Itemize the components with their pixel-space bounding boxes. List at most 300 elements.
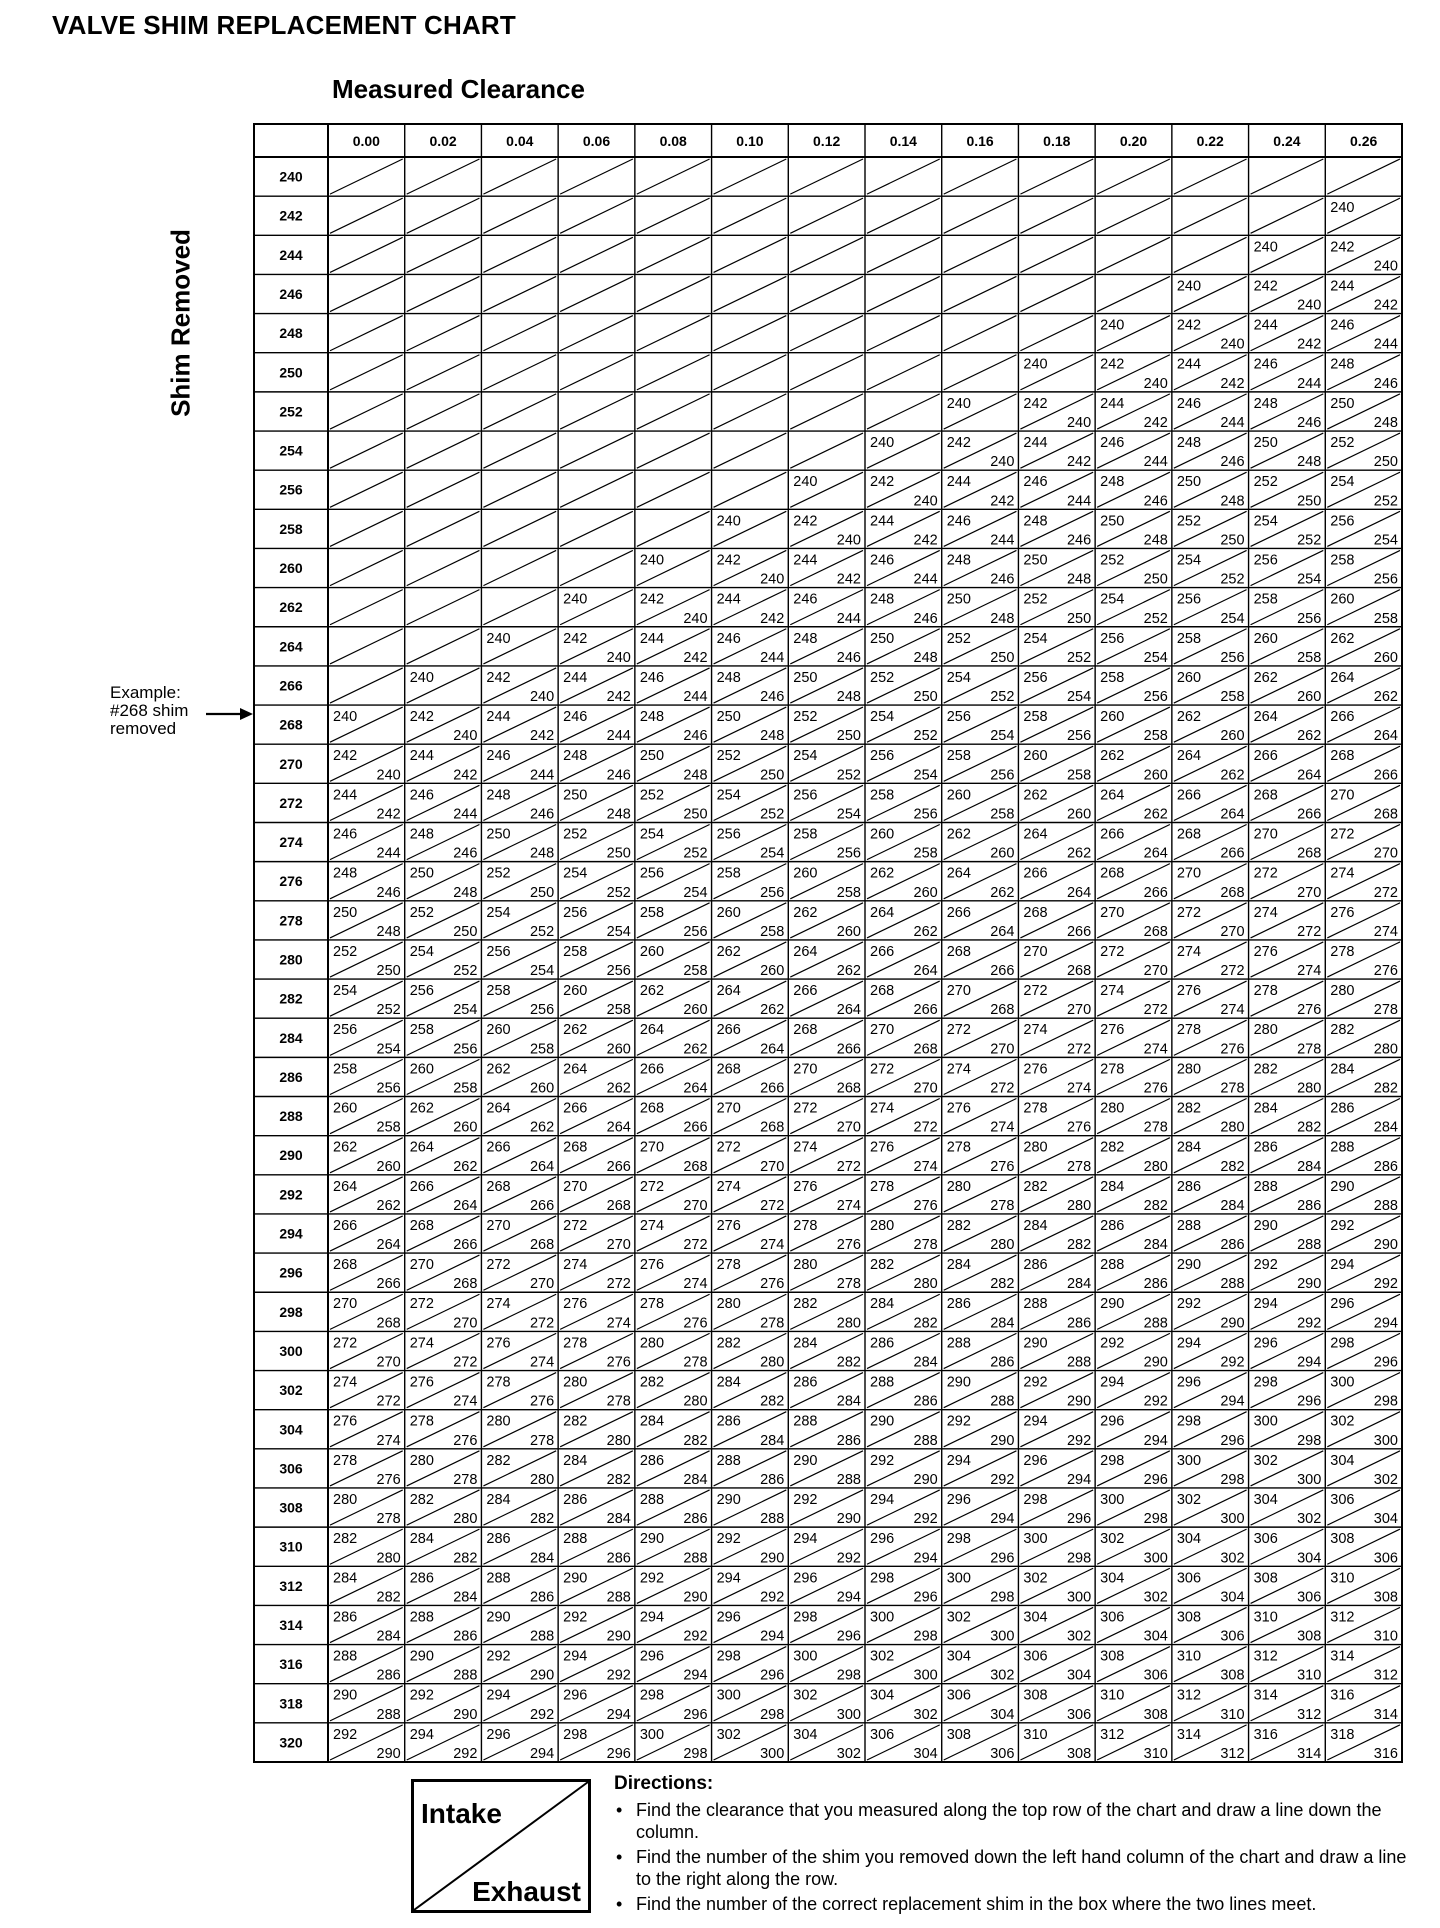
cell-intake-value: 254 (870, 709, 895, 726)
cell-intake-value: 298 (870, 1570, 895, 1587)
cell-exhaust-value: 286 (913, 1393, 938, 1410)
cell-intake-value: 268 (1023, 904, 1048, 921)
cell-intake-value: 292 (1100, 1335, 1125, 1352)
cell-exhaust-value: 284 (913, 1354, 938, 1371)
cell-exhaust-value: 316 (1373, 1746, 1398, 1762)
cell-intake-value: 242 (716, 552, 741, 569)
cell-exhaust-value: 272 (1143, 1002, 1168, 1019)
cell-exhaust-value: 292 (913, 1511, 938, 1528)
cell-intake-value: 292 (716, 1531, 741, 1548)
cell-intake-value: 240 (1023, 356, 1048, 373)
cell-diagonal (790, 198, 863, 233)
cell-exhaust-value: 252 (1220, 571, 1245, 588)
cell-intake-value: 264 (716, 983, 741, 1000)
cell-intake-value: 306 (870, 1726, 895, 1743)
cell-exhaust-value: 250 (913, 689, 938, 706)
row-header: 284 (279, 1029, 303, 1046)
cell-intake-value: 308 (1253, 1570, 1278, 1587)
cell-intake-value: 258 (1100, 669, 1125, 686)
cell-intake-value: 264 (946, 865, 971, 882)
cell-intake-value: 272 (486, 1257, 511, 1274)
cell-exhaust-value: 294 (913, 1550, 938, 1567)
cell-exhaust-value: 278 (1297, 1041, 1322, 1058)
cell-intake-value: 252 (793, 709, 818, 726)
cell-diagonal (714, 159, 787, 194)
cell-exhaust-value: 260 (760, 963, 785, 980)
cell-exhaust-value: 280 (1373, 1041, 1398, 1058)
cell-exhaust-value: 268 (1143, 923, 1168, 940)
cell-intake-value: 282 (333, 1531, 358, 1548)
cell-intake-value: 296 (1330, 1296, 1355, 1313)
cell-exhaust-value: 250 (683, 806, 708, 823)
cell-intake-value: 262 (793, 904, 818, 921)
cell-diagonal (790, 276, 863, 311)
cell-diagonal (330, 629, 403, 664)
cell-intake-value: 280 (639, 1335, 665, 1352)
cell-diagonal (330, 394, 403, 429)
row-header: 242 (279, 207, 303, 224)
cell-exhaust-value: 246 (376, 884, 401, 901)
cell-intake-value: 316 (1330, 1687, 1355, 1704)
cell-intake-value: 276 (639, 1257, 665, 1274)
cell-exhaust-value: 304 (1373, 1511, 1398, 1528)
column-header: 0.18 (1043, 133, 1071, 149)
cell-exhaust-value: 302 (1373, 1471, 1398, 1488)
cell-intake-value: 244 (333, 787, 358, 804)
cell-exhaust-value: 280 (453, 1511, 478, 1528)
cell-diagonal (407, 394, 480, 429)
cell-exhaust-value: 278 (529, 1432, 555, 1449)
cell-intake-value: 258 (639, 904, 665, 921)
cell-intake-value: 306 (946, 1687, 971, 1704)
cell-intake-value: 286 (563, 1491, 588, 1508)
cell-exhaust-value: 260 (1066, 806, 1092, 823)
cell-intake-value: 246 (793, 591, 818, 608)
cell-exhaust-value: 292 (1220, 1354, 1245, 1371)
cell-exhaust-value: 290 (1143, 1354, 1168, 1371)
cell-diagonal (560, 472, 633, 507)
cell-intake-value: 294 (639, 1609, 665, 1626)
cell-intake-value: 242 (563, 630, 588, 647)
cell-intake-value: 284 (793, 1335, 818, 1352)
cell-exhaust-value: 308 (1143, 1706, 1168, 1723)
cell-intake-value: 280 (1100, 1100, 1125, 1117)
example-line: removed (110, 719, 177, 738)
cell-intake-value: 254 (486, 904, 511, 921)
cell-intake-value: 302 (1176, 1491, 1202, 1508)
cell-exhaust-value: 274 (683, 1276, 708, 1293)
legend-exhaust-label: Exhaust (472, 1876, 581, 1907)
cell-intake-value: 304 (1330, 1452, 1355, 1469)
cell-intake-value: 250 (716, 709, 741, 726)
cell-intake-value: 264 (409, 1139, 434, 1156)
cell-exhaust-value: 262 (1220, 767, 1245, 784)
column-header: 0.04 (506, 133, 534, 149)
cell-diagonal (407, 590, 480, 625)
cell-exhaust-value: 302 (1220, 1550, 1245, 1567)
cell-exhaust-value: 242 (836, 571, 861, 588)
cell-intake-value: 288 (1176, 1217, 1202, 1234)
cell-exhaust-value: 288 (760, 1511, 785, 1528)
cell-intake-value: 246 (716, 630, 741, 647)
cell-intake-value: 286 (716, 1413, 741, 1430)
cell-intake-value: 310 (1330, 1570, 1355, 1587)
cell-exhaust-value: 274 (453, 1393, 478, 1410)
cell-diagonal (790, 355, 863, 390)
cell-exhaust-value: 260 (913, 884, 938, 901)
cell-intake-value: 266 (639, 1061, 665, 1078)
cell-intake-value: 242 (1100, 356, 1125, 373)
cell-intake-value: 284 (1023, 1217, 1048, 1234)
cell-intake-value: 314 (1253, 1687, 1278, 1704)
cell-intake-value: 298 (946, 1531, 971, 1548)
example-line: Example: (110, 683, 181, 702)
cell-exhaust-value: 262 (913, 923, 938, 940)
cell-exhaust-value: 250 (1373, 454, 1398, 471)
cell-exhaust-value: 270 (1297, 884, 1322, 901)
cell-intake-value: 294 (870, 1491, 895, 1508)
cell-intake-value: 276 (1100, 1022, 1125, 1039)
cell-exhaust-value: 246 (760, 689, 785, 706)
cell-exhaust-value: 276 (529, 1393, 555, 1410)
cell-diagonal (483, 159, 556, 194)
cell-exhaust-value: 256 (1143, 689, 1168, 706)
cell-intake-value: 246 (1330, 317, 1355, 334)
cell-intake-value: 252 (1100, 552, 1125, 569)
cell-diagonal (714, 472, 787, 507)
cell-diagonal (1020, 316, 1093, 351)
cell-exhaust-value: 244 (1297, 375, 1322, 392)
cell-intake-value: 292 (563, 1609, 588, 1626)
cell-diagonal (330, 550, 403, 585)
cell-exhaust-value: 280 (836, 1315, 861, 1332)
cell-intake-value: 256 (486, 943, 511, 960)
cell-intake-value: 250 (793, 669, 818, 686)
cell-exhaust-value: 280 (683, 1393, 708, 1410)
cell-exhaust-value: 306 (1373, 1550, 1398, 1567)
cell-exhaust-value: 260 (1143, 767, 1168, 784)
cell-diagonal (1097, 198, 1170, 233)
row-header: 268 (279, 716, 303, 733)
cell-exhaust-value: 274 (913, 1158, 938, 1175)
cell-diagonal (867, 237, 940, 272)
cell-intake-value: 290 (946, 1374, 971, 1391)
cell-exhaust-value: 310 (1297, 1667, 1322, 1684)
cell-exhaust-value: 268 (913, 1041, 938, 1058)
cell-exhaust-value: 276 (453, 1432, 478, 1449)
cell-exhaust-value: 292 (529, 1706, 555, 1723)
cell-exhaust-value: 280 (1297, 1080, 1322, 1097)
cell-intake-value: 254 (793, 748, 818, 765)
cell-intake-value: 260 (1330, 591, 1355, 608)
cell-intake-value: 260 (486, 1022, 511, 1039)
cell-intake-value: 270 (486, 1217, 511, 1234)
cell-exhaust-value: 264 (990, 923, 1015, 940)
cell-exhaust-value: 288 (606, 1589, 631, 1606)
cell-exhaust-value: 290 (836, 1511, 861, 1528)
row-header: 252 (279, 403, 303, 420)
cell-exhaust-value: 290 (1297, 1276, 1322, 1293)
row-header: 244 (279, 246, 303, 263)
cell-intake-value: 274 (870, 1100, 895, 1117)
cell-diagonal (867, 316, 940, 351)
cell-intake-value: 252 (1023, 591, 1048, 608)
cell-exhaust-value: 242 (1066, 454, 1092, 471)
cell-exhaust-value: 280 (1220, 1119, 1245, 1136)
cell-intake-value: 262 (639, 983, 665, 1000)
cell-diagonal (637, 472, 710, 507)
cell-exhaust-value: 284 (760, 1432, 785, 1449)
cell-diagonal (1097, 159, 1170, 194)
cell-diagonal (560, 276, 633, 311)
cell-exhaust-value: 258 (606, 1002, 631, 1019)
row-header: 270 (279, 755, 303, 772)
cell-exhaust-value: 296 (836, 1628, 861, 1645)
cell-exhaust-value: 258 (760, 923, 785, 940)
cell-intake-value: 308 (946, 1726, 971, 1743)
cell-diagonal (483, 511, 556, 546)
cell-intake-value: 242 (946, 435, 971, 452)
cell-intake-value: 302 (1330, 1413, 1355, 1430)
cell-intake-value: 270 (1100, 904, 1125, 921)
row-header: 298 (279, 1303, 303, 1320)
cell-exhaust-value: 248 (606, 806, 631, 823)
cell-exhaust-value: 252 (1373, 493, 1398, 510)
cell-intake-value: 244 (1100, 395, 1125, 412)
cell-diagonal (714, 237, 787, 272)
cell-exhaust-value: 252 (1297, 532, 1322, 549)
cell-exhaust-value: 290 (990, 1432, 1015, 1449)
cell-intake-value: 260 (1253, 630, 1278, 647)
column-header: 0.08 (659, 133, 687, 149)
cell-exhaust-value: 296 (606, 1746, 631, 1762)
cell-intake-value: 248 (1176, 435, 1202, 452)
cell-exhaust-value: 284 (1373, 1119, 1398, 1136)
cell-intake-value: 300 (946, 1570, 971, 1587)
cell-exhaust-value: 308 (1373, 1589, 1398, 1606)
cell-exhaust-value: 288 (836, 1471, 861, 1488)
cell-exhaust-value: 268 (376, 1315, 401, 1332)
cell-exhaust-value: 290 (760, 1550, 785, 1567)
cell-exhaust-value: 278 (1373, 1002, 1398, 1019)
cell-exhaust-value: 306 (1066, 1706, 1092, 1723)
cell-exhaust-value: 286 (1143, 1276, 1168, 1293)
cell-exhaust-value: 280 (529, 1471, 555, 1488)
cell-exhaust-value: 300 (1297, 1471, 1322, 1488)
cell-intake-value: 278 (870, 1178, 895, 1195)
cell-exhaust-value: 242 (913, 532, 938, 549)
cell-diagonal (407, 276, 480, 311)
cell-exhaust-value: 266 (990, 963, 1015, 980)
directions-list (614, 1799, 1414, 1915)
cell-exhaust-value: 258 (913, 845, 938, 862)
cell-intake-value: 252 (946, 630, 971, 647)
cell-intake-value: 272 (870, 1061, 895, 1078)
cell-intake-value: 304 (793, 1726, 818, 1743)
cell-intake-value: 252 (563, 826, 588, 843)
cell-intake-value: 280 (1253, 1022, 1278, 1039)
cell-intake-value: 260 (333, 1100, 358, 1117)
cell-exhaust-value: 268 (1066, 963, 1092, 980)
cell-intake-value: 296 (793, 1570, 818, 1587)
cell-exhaust-value: 292 (606, 1667, 631, 1684)
page-title: VALVE SHIM REPLACEMENT CHART (52, 10, 516, 40)
cell-intake-value: 248 (563, 748, 588, 765)
cell-exhaust-value: 262 (990, 884, 1015, 901)
cell-exhaust-value: 262 (1066, 845, 1092, 862)
cell-diagonal (714, 433, 787, 468)
row-header: 294 (279, 1225, 303, 1242)
cell-intake-value: 296 (946, 1491, 971, 1508)
cell-intake-value: 294 (1253, 1296, 1278, 1313)
cell-exhaust-value: 298 (1373, 1393, 1398, 1410)
cell-exhaust-value: 286 (453, 1628, 478, 1645)
cell-intake-value: 304 (1176, 1531, 1202, 1548)
cell-exhaust-value: 266 (453, 1237, 478, 1254)
cell-exhaust-value: 262 (683, 1041, 708, 1058)
cell-intake-value: 282 (1100, 1139, 1125, 1156)
column-axis-label: Measured Clearance (332, 74, 585, 104)
cell-intake-value: 248 (409, 826, 434, 843)
cell-diagonal (560, 394, 633, 429)
cell-exhaust-value: 312 (1220, 1746, 1245, 1762)
cell-exhaust-value: 242 (606, 689, 631, 706)
cell-exhaust-value: 272 (376, 1393, 401, 1410)
cell-intake-value: 250 (1023, 552, 1048, 569)
cell-diagonal (714, 316, 787, 351)
cell-exhaust-value: 258 (683, 963, 708, 980)
cell-intake-value: 246 (1176, 395, 1202, 412)
cell-intake-value: 294 (409, 1726, 434, 1743)
cell-intake-value: 252 (870, 669, 895, 686)
cell-intake-value: 300 (639, 1726, 665, 1743)
cell-intake-value: 274 (333, 1374, 358, 1391)
cell-intake-value: 288 (639, 1491, 665, 1508)
cell-diagonal (407, 159, 480, 194)
cell-diagonal (407, 550, 480, 585)
cell-intake-value: 288 (793, 1413, 818, 1430)
cell-intake-value: 280 (716, 1296, 741, 1313)
cell-exhaust-value: 294 (1143, 1432, 1168, 1449)
cell-intake-value: 278 (639, 1296, 665, 1313)
cell-exhaust-value: 262 (606, 1080, 631, 1097)
cell-intake-value: 314 (1330, 1648, 1355, 1665)
cell-intake-value: 254 (1330, 474, 1355, 491)
cell-exhaust-value: 262 (836, 963, 861, 980)
cell-intake-value: 304 (870, 1687, 895, 1704)
cell-exhaust-value: 252 (836, 767, 861, 784)
cell-intake-value: 260 (563, 983, 588, 1000)
cell-intake-value: 272 (1330, 826, 1355, 843)
cell-exhaust-value: 264 (1373, 728, 1398, 745)
cell-intake-value: 286 (639, 1452, 665, 1469)
cell-diagonal (1251, 159, 1324, 194)
cell-diagonal (867, 198, 940, 233)
cell-intake-value: 248 (946, 552, 971, 569)
cell-intake-value: 292 (870, 1452, 895, 1469)
cell-diagonal (867, 159, 940, 194)
cell-exhaust-value: 240 (1143, 375, 1168, 392)
cell-exhaust-value: 278 (1066, 1158, 1092, 1175)
cell-intake-value: 302 (1253, 1452, 1278, 1469)
cell-exhaust-value: 244 (606, 728, 631, 745)
cell-intake-value: 258 (409, 1022, 434, 1039)
cell-intake-value: 286 (486, 1531, 511, 1548)
cell-exhaust-value: 264 (376, 1237, 401, 1254)
cell-intake-value: 286 (1023, 1257, 1048, 1274)
cell-diagonal (330, 668, 403, 703)
cell-exhaust-value: 246 (683, 728, 708, 745)
cell-exhaust-value: 248 (836, 689, 861, 706)
cell-exhaust-value: 246 (1066, 532, 1092, 549)
cell-exhaust-value: 240 (1220, 336, 1245, 353)
row-header: 264 (279, 638, 303, 655)
cell-exhaust-value: 256 (683, 923, 708, 940)
cell-exhaust-value: 266 (1297, 806, 1322, 823)
cell-exhaust-value: 270 (990, 1041, 1015, 1058)
cell-exhaust-value: 240 (1373, 258, 1398, 275)
cell-exhaust-value: 268 (606, 1197, 631, 1214)
cell-intake-value: 300 (870, 1609, 895, 1626)
cell-intake-value: 294 (1176, 1335, 1202, 1352)
cell-exhaust-value: 312 (1373, 1667, 1398, 1684)
cell-exhaust-value: 312 (1297, 1706, 1322, 1723)
column-header: 0.00 (352, 133, 380, 149)
cell-intake-value: 240 (639, 552, 665, 569)
cell-exhaust-value: 242 (683, 649, 708, 666)
cell-exhaust-value: 288 (683, 1550, 708, 1567)
cell-exhaust-value: 300 (1066, 1589, 1092, 1606)
cell-exhaust-value: 256 (1373, 571, 1398, 588)
cell-exhaust-value: 240 (836, 532, 861, 549)
row-header: 258 (279, 520, 303, 537)
cell-intake-value: 290 (793, 1452, 818, 1469)
cell-exhaust-value: 286 (990, 1354, 1015, 1371)
cell-intake-value: 304 (1023, 1609, 1048, 1626)
cell-intake-value: 272 (793, 1100, 818, 1117)
cell-diagonal (944, 276, 1017, 311)
cell-intake-value: 256 (946, 709, 971, 726)
cell-exhaust-value: 276 (913, 1197, 938, 1214)
cell-intake-value: 268 (793, 1022, 818, 1039)
cell-intake-value: 242 (1330, 239, 1355, 256)
cell-exhaust-value: 244 (376, 845, 401, 862)
cell-intake-value: 276 (793, 1178, 818, 1195)
cell-exhaust-value: 260 (453, 1119, 478, 1136)
cell-exhaust-value: 244 (760, 649, 785, 666)
cell-intake-value: 266 (716, 1022, 741, 1039)
cell-exhaust-value: 290 (1066, 1393, 1092, 1410)
cell-intake-value: 260 (946, 787, 971, 804)
cell-exhaust-value: 294 (1373, 1315, 1398, 1332)
cell-exhaust-value: 282 (1143, 1197, 1168, 1214)
row-header: 306 (279, 1460, 303, 1477)
cell-exhaust-value: 294 (683, 1667, 708, 1684)
cell-intake-value: 242 (870, 474, 895, 491)
cell-intake-value: 270 (333, 1296, 358, 1313)
cell-intake-value: 268 (333, 1257, 358, 1274)
cell-intake-value: 278 (563, 1335, 588, 1352)
cell-exhaust-value: 266 (1220, 845, 1245, 862)
cell-intake-value: 300 (1330, 1374, 1355, 1391)
cell-intake-value: 276 (563, 1296, 588, 1313)
cell-intake-value: 290 (1330, 1178, 1355, 1195)
cell-intake-value: 262 (946, 826, 971, 843)
cell-intake-value: 284 (486, 1491, 511, 1508)
cell-intake-value: 272 (716, 1139, 741, 1156)
legend-box (411, 1779, 591, 1913)
cell-diagonal (483, 316, 556, 351)
